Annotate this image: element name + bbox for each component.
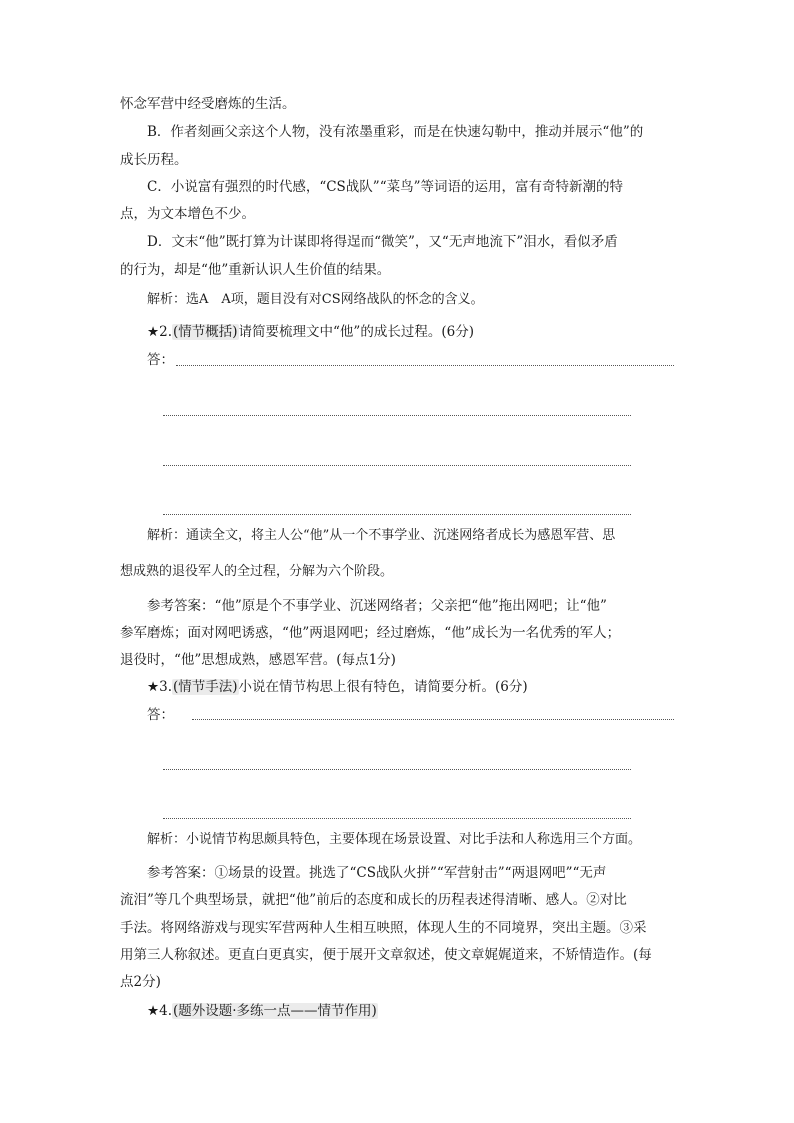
reference-answer-q2-line2: 参军磨炼；面对网吧诱惑，“他”两退网吧；经过磨炼，“他”成长为一名优秀的军人； xyxy=(120,625,621,641)
answer-line[interactable] xyxy=(163,465,631,466)
option-d: D．文末“他”既打算为计谋即将得逞而“微笑”，又“无声地流下”泪水，看似矛盾 xyxy=(147,234,618,250)
answer-line[interactable] xyxy=(163,514,631,515)
reference-answer-q2: 参考答案：“他”原是个不事学业、沉迷网络者；父亲把“他”拖出网吧；让“他” xyxy=(147,598,607,614)
option-d-continued: 的行为，却是“他”重新认识人生价值的结果。 xyxy=(120,262,391,278)
question-tag: (情节概括) xyxy=(172,324,238,340)
reference-answer-q3: 参考答案：①场景的设置。挑选了“CS战队火拼”“军营射击”“两退网吧”“无声 xyxy=(147,865,607,881)
answer-label: 答： xyxy=(147,352,174,368)
analysis-q3: 解析：小说情节构思颇具特色，主要体现在场景设置、对比手法和人称选用三个方面。 xyxy=(147,832,642,847)
question-text: 小说在情节构思上很有特色，请简要分析。(6分) xyxy=(238,679,528,695)
question-4 xyxy=(147,1001,378,1021)
answer-line[interactable] xyxy=(163,415,631,416)
star-icon: ★3. xyxy=(147,679,172,695)
analysis-q2-continued: 想成熟的退役军人的全过程，分解为六个阶段。 xyxy=(120,564,394,579)
analysis-q2: 解析：通读全文，将主人公“他”从一个不事学业、沉迷网络者成长为感恩军营、思 xyxy=(147,528,616,543)
option-c: C．小说富有强烈的时代感，“CS战队”“菜鸟”等词语的运用，富有奇特新潮的特 xyxy=(147,179,624,195)
question-text: 请简要梳理文中“他”的成长过程。(6分) xyxy=(238,324,474,340)
star-icon: ★2. xyxy=(147,324,172,340)
option-a-continued: 怀念军营中经受磨炼的生活。 xyxy=(120,96,296,112)
answer-line[interactable] xyxy=(192,719,674,720)
answer-line[interactable] xyxy=(163,818,631,819)
option-b-continued: 成长历程。 xyxy=(120,152,188,168)
question-tag: (情节手法) xyxy=(172,679,238,695)
answer-label: 答： xyxy=(147,707,174,723)
option-b: B．作者刻画父亲这个人物，没有浓墨重彩，而是在快速勾勒中，推动并展示“他”的 xyxy=(147,124,644,140)
reference-answer-q2-line3: 退役时，“他”思想成熟，感恩军营。(每点1分) xyxy=(120,652,396,668)
analysis-q1: 解析：选A A项，题目没有对CS网络战队的怀念的含义。 xyxy=(147,292,484,307)
option-c-continued: 点，为文本增色不少。 xyxy=(120,206,255,222)
question-tag: (题外设题·多练一点——情节作用) xyxy=(172,1003,377,1019)
reference-answer-q3-line3: 手法。将网络游戏与现实军营两种人生相互映照，体现人生的不同境界，突出主题。③采 xyxy=(120,920,647,936)
question-3 xyxy=(147,677,528,697)
reference-answer-q3-line5: 点2分) xyxy=(120,974,161,990)
reference-answer-q3-line2: 流泪”等几个典型场景，就把“他”前后的态度和成长的历程表述得清晰、感人。②对比 xyxy=(120,892,627,908)
question-2 xyxy=(147,322,474,342)
answer-line[interactable] xyxy=(176,365,674,366)
answer-line[interactable] xyxy=(163,769,631,770)
reference-answer-q3-line4: 用第三人称叙述。更直白更真实，便于展开文章叙述，使文章娓娓道来，不矫情造作。(每 xyxy=(120,947,652,963)
star-icon: ★4. xyxy=(147,1003,172,1019)
